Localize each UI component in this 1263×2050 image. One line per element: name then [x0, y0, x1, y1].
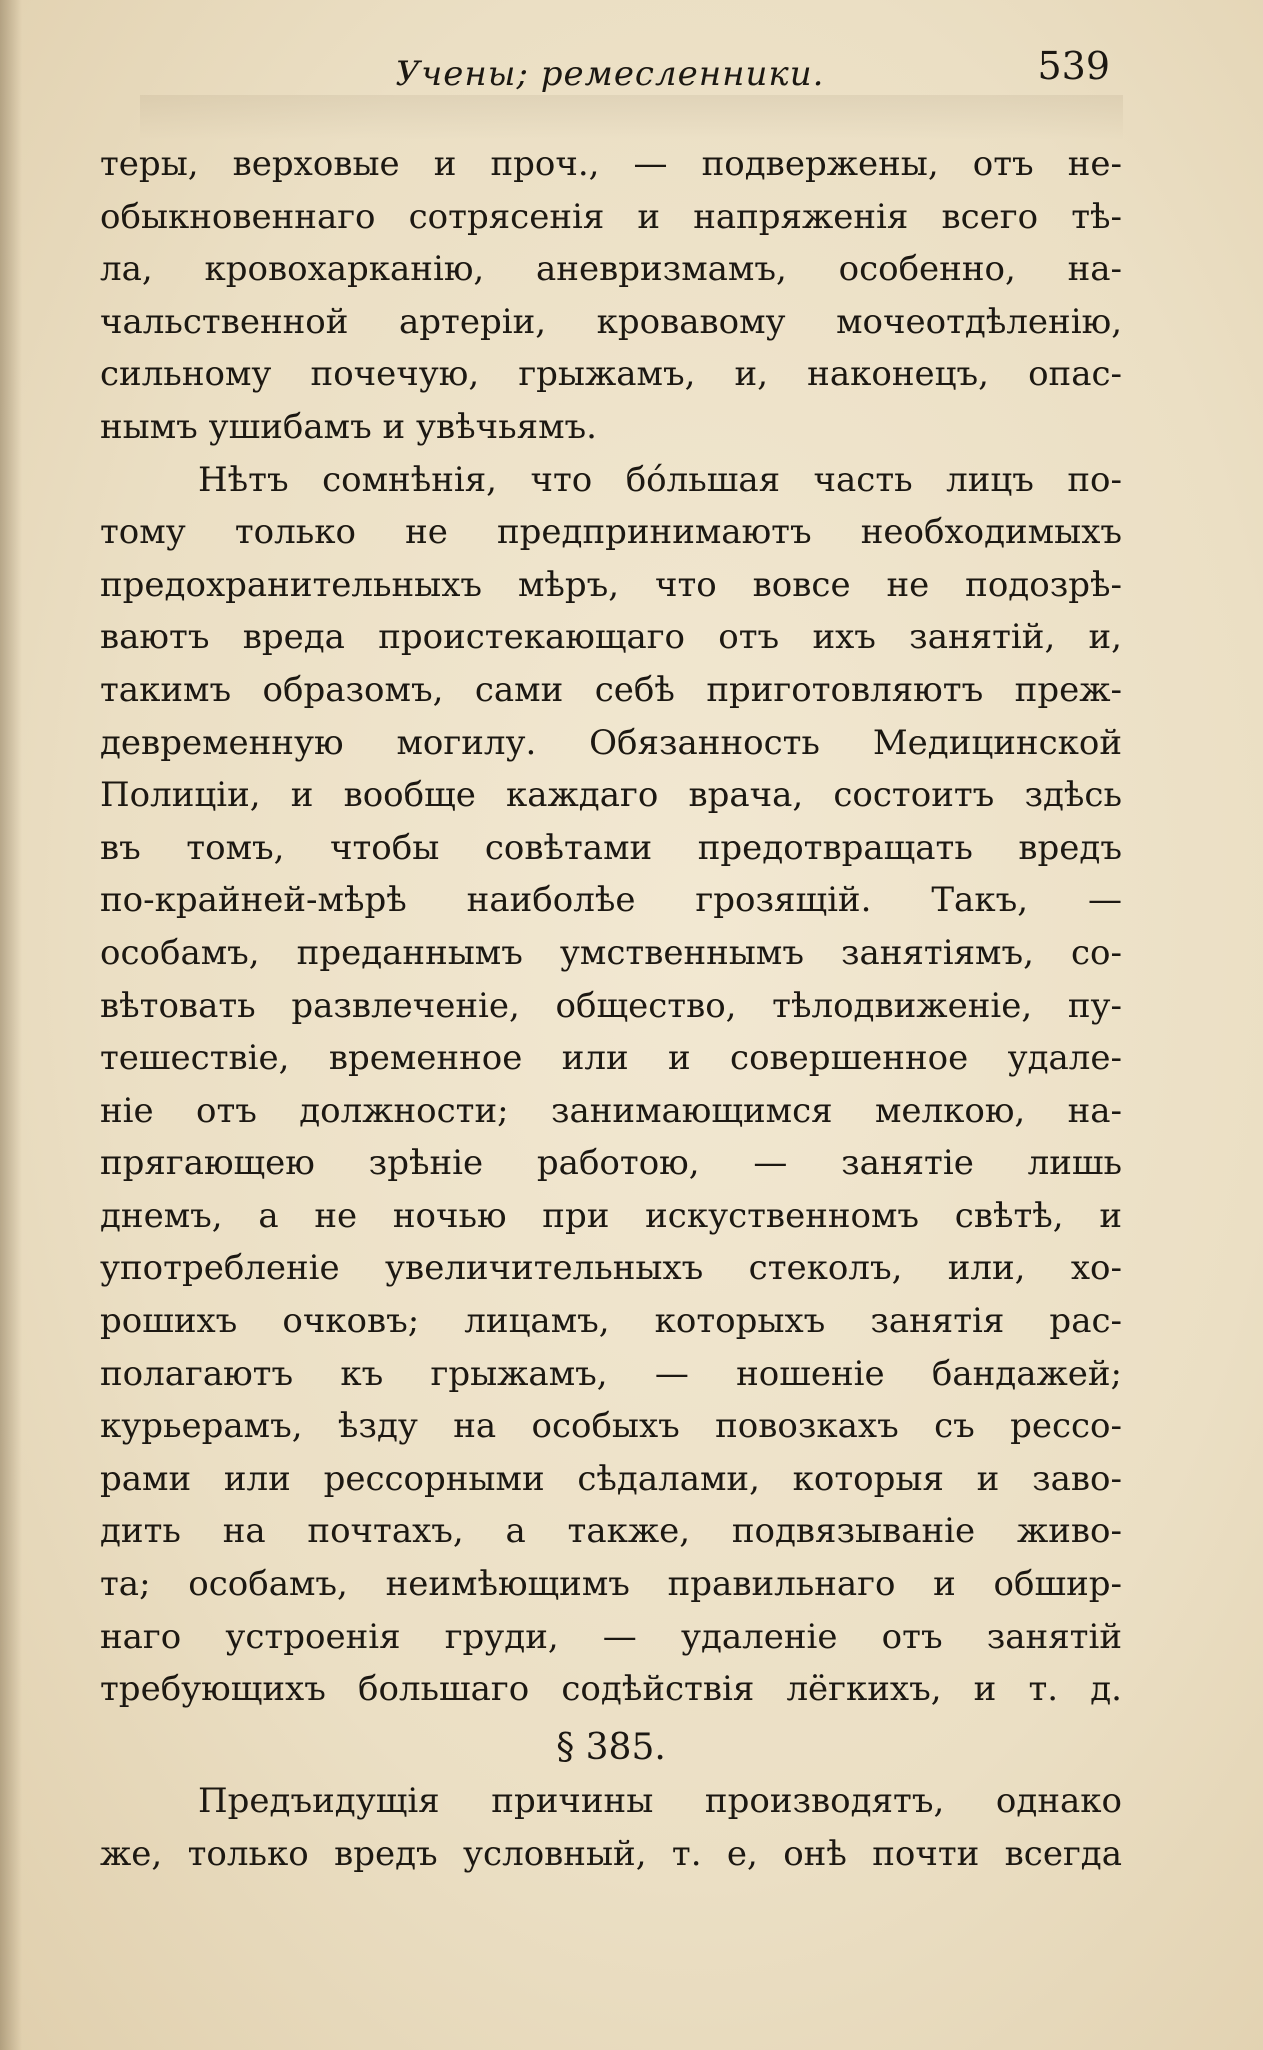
text-line: девременную могилу. Обязанность Медицинской [100, 722, 1122, 763]
text-line: прягающею зрѣніе работою, — занятіе лишь [100, 1143, 1122, 1184]
text-line: рошихъ очковъ; лицамъ, которыхъ занятія рас- [100, 1301, 1122, 1342]
text-line: сильному почечую, грыжамъ, и, наконецъ, опас- [100, 354, 1122, 395]
section-heading: § 385. [556, 1727, 666, 1768]
text-line: полагаютъ къ грыжамъ, — ношеніе бандажей; [100, 1353, 1122, 1394]
text-line: тому только не предпринимаютъ необходимыхъ [100, 512, 1122, 553]
body-text-continued [100, 1775, 1122, 1880]
text-line: вѣтовать развлеченіе, общество, тѣлодвиженіе, пу- [100, 985, 1122, 1026]
text-line: та; особамъ, неимѣющимъ правильнаго и обшир- [100, 1564, 1122, 1605]
text-line: особамъ, преданнымъ умственнымъ занятіямъ, со- [100, 932, 1122, 973]
text-line: тешествіе, временное или и совершенное удале- [100, 1038, 1122, 1079]
text-line: предохранительныхъ мѣръ, что вовсе не подозрѣ- [100, 564, 1122, 605]
running-title: Учены; ремесленники. [395, 54, 825, 94]
body-text [100, 138, 1122, 1716]
text-line: наго устроенія груди, — удаленіе отъ занятій [100, 1616, 1122, 1657]
binding-shadow [0, 0, 22, 2050]
text-line: нымъ ушибамъ и увѣчьямъ. [100, 406, 597, 447]
text-line: чальственной артеріи, кровавому мочеотдѣленію, [100, 301, 1122, 342]
paragraph-1 [100, 138, 1122, 454]
text-line: рами или рессорными сѣдалами, которыя и заво- [100, 1458, 1122, 1499]
text-line: въ томъ, чтобы совѣтами предотвращать вредъ [100, 827, 1122, 868]
paragraph-3 [100, 1775, 1122, 1880]
text-line: Нѣтъ сомнѣнія, что бо́льшая часть лицъ по- [198, 459, 1122, 500]
text-line: Предъидущія причины производятъ, однако [198, 1781, 1122, 1821]
text-line: курьерамъ, ѣзду на особыхъ повозкахъ съ рессо- [100, 1406, 1122, 1447]
text-line: требующихъ большаго содѣйствія лёгкихъ, и т. д. [100, 1669, 1122, 1710]
text-line: такимъ образомъ, сами себѣ приготовляютъ преж- [100, 669, 1122, 710]
text-line: употребленіе увеличительныхъ стеколъ, или, хо- [100, 1248, 1122, 1289]
running-head [100, 44, 1120, 104]
text-line: ла, кровохарканію, аневризмамъ, особенно, на- [100, 249, 1122, 290]
text-line: обыкновеннаго сотрясенія и напряженія всего тѣ- [100, 196, 1122, 237]
text-line: ваютъ вреда проистекающаго отъ ихъ занятій, и, [100, 617, 1122, 658]
text-line: Полиціи, и вообще каждаго врача, состоитъ здѣсь [100, 775, 1122, 816]
page-number: 539 [1037, 44, 1110, 88]
text-line: дить на почтахъ, а также, подвязываніе живо- [100, 1511, 1122, 1552]
text-line: днемъ, а не ночью при искуственномъ свѣтѣ, и [100, 1195, 1122, 1236]
text-line: ніе отъ должности; занимающимся мелкою, на- [100, 1090, 1122, 1131]
text-line: же, только вредъ условный, т. е, онѣ почти всегда [100, 1833, 1122, 1874]
paragraph-2 [100, 454, 1122, 1716]
text-line: теры, верховые и проч., — подвержены, отъ не- [100, 144, 1122, 184]
text-line: по-крайней-мѣрѣ наиболѣе грозящій. Такъ, — [100, 880, 1122, 921]
